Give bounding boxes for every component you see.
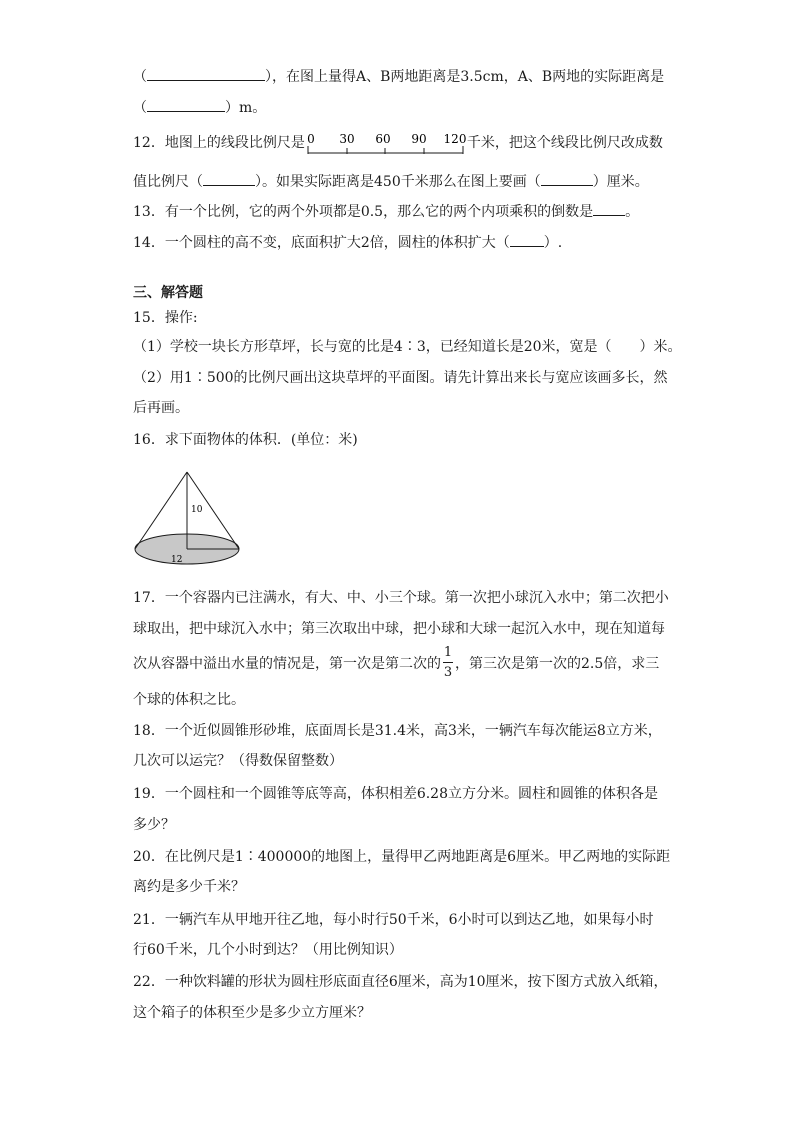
q11-text-1: ），在图上量得A、B两地距离是3.5cm，A、B两地的实际距离是	[265, 69, 665, 85]
fraction-bar	[443, 662, 453, 663]
q20-line2: 离约是多少千米？	[133, 879, 245, 895]
q22-line1: 22．一种饮料罐的形状为圆柱形底面直径6厘米，高为10厘米，按下图方式放入纸箱，	[133, 974, 668, 990]
cone-height-label: 10	[191, 505, 203, 515]
q20-line1: 20．在比例尺是1∶400000的地图上，量得甲乙两地距离是6厘米。甲乙两地的实际距	[133, 849, 671, 865]
q15-part1: （1）学校一块长方形草坪，长与宽的比是4∶3，已经知道长是20米，宽是（ ）米。	[133, 339, 682, 355]
q13-line	[133, 201, 639, 222]
q12-answer-blank-2[interactable]	[541, 171, 593, 186]
fraction-one-third	[441, 645, 455, 680]
fraction-numerator: 1	[443, 645, 453, 660]
fraction-denominator: 3	[443, 665, 453, 680]
q11-line2	[133, 97, 266, 118]
cone-figure	[133, 470, 245, 576]
section-heading-answers: 三、解答题	[133, 285, 203, 301]
scale-label-60: 60	[375, 133, 391, 146]
q12-answer-blank-1[interactable]	[203, 171, 255, 186]
scale-label-30: 30	[339, 133, 355, 146]
scale-label-0: 0	[307, 133, 315, 146]
q21-line1: 21．一辆汽车从甲地开往乙地，每小时行50千米，6小时可以到达乙地，如果每小时	[133, 912, 654, 928]
q11-paren-open-2: （	[133, 100, 147, 116]
scale-label-90: 90	[411, 133, 427, 146]
q17-line3-post: ，第三次是第一次的2.5倍，求三	[455, 656, 660, 672]
q17-line4: 个球的体积之比。	[133, 692, 245, 708]
q15-title: 15．操作:	[133, 310, 198, 326]
q12-text-2: 千米，把这个线段比例尺改成数	[466, 135, 663, 151]
q11-line1	[133, 66, 664, 87]
q14-end: ）.	[543, 235, 563, 251]
q17-line3	[133, 645, 660, 680]
q11-paren-open: （	[133, 69, 147, 85]
q17-line3-pre: 次从容器中溢出水量的情况是，第一次是第二次的	[133, 656, 441, 672]
q12-line2	[133, 171, 649, 192]
q19-line2: 多少？	[133, 817, 175, 833]
q13-end: 。	[625, 204, 640, 220]
scale-label-120: 120	[443, 133, 467, 146]
q15-part2-line1: （2）用1∶500的比例尺画出这块草坪的平面图。请先计算出来长与宽应该画多长，然	[133, 370, 668, 386]
q18-line1: 18．一个近似圆锥形砂堆，底面周长是31.4米，高3米，一辆汽车每次能运8立方米，	[133, 723, 662, 739]
q17-line2: 球取出，把中球沉入水中；第三次取出中球，把小球和大球一起沉入水中，现在知道每	[133, 621, 665, 637]
q11-answer-blank-1[interactable]	[147, 66, 265, 81]
q22-line2: 这个箱子的体积至少是多少立方厘米？	[133, 1005, 371, 1021]
q12-text-4: ）。如果实际距离是450千米那么在图上要画（	[255, 174, 541, 190]
line-scale-figure	[305, 133, 467, 153]
q12-text-1: 12．地图上的线段比例尺是	[133, 135, 305, 151]
q12-text-3: 值比例尺（	[133, 174, 203, 190]
q17-line1: 17．一个容器内已注满水，有大、中、小三个球。第一次把小球沉入水中；第二次把小	[133, 590, 669, 606]
q11-answer-blank-2[interactable]	[147, 97, 225, 112]
q16-text: 16．求下面物体的体积．(单位：米)	[133, 432, 358, 448]
q14-text: 14．一个圆柱的高不变，底面积扩大2倍，圆柱的体积扩大（	[133, 235, 510, 251]
q13-text: 13．有一个比例，它的两个外项都是0.5，那么它的两个内项乘积的倒数是	[133, 204, 594, 220]
q14-line	[133, 232, 562, 253]
q19-line1: 19．一个圆柱和一个圆锥等底等高，体积相差6.28立方分米。圆柱和圆锥的体积各是	[133, 786, 658, 802]
q12-text-5: ）厘米。	[592, 174, 649, 190]
q11-text-2: ）m。	[225, 100, 267, 116]
q15-part2-line2: 后再画。	[133, 400, 189, 416]
q18-line2: 几次可以运完？（得数保留整数）	[133, 753, 343, 769]
cone-diameter-label: 12	[171, 555, 183, 565]
q13-answer-blank[interactable]	[593, 201, 625, 216]
q12-line1	[133, 133, 663, 153]
q21-line2: 行60千米，几个小时到达？（用比例知识）	[133, 942, 403, 958]
q14-answer-blank[interactable]	[510, 232, 544, 247]
